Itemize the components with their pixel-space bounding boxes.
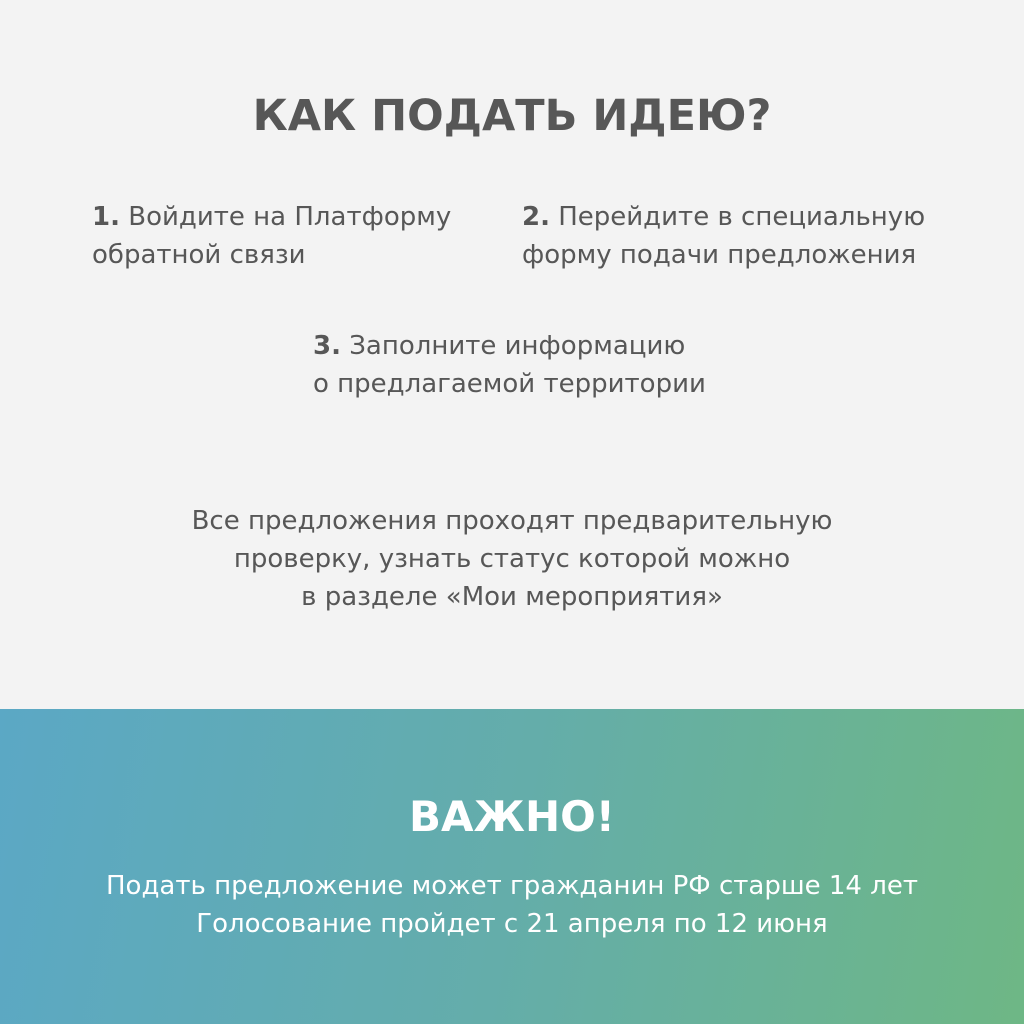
moderation-note — [0, 502, 1024, 616]
step-3 — [313, 327, 706, 403]
important-info — [0, 867, 1024, 943]
step-3-line-1: Заполните информацию — [349, 331, 686, 361]
note-line-1: Все предложения проходят предварительную — [191, 506, 833, 536]
important-heading: ВАЖНО! — [409, 792, 615, 841]
step-1 — [92, 198, 451, 274]
step-1-line-2: обратной связи — [92, 240, 306, 270]
important-line-1: Подать предложение может гражданин РФ старше 14 лет — [106, 871, 918, 901]
step-3-number: 3. — [313, 331, 341, 361]
step-1-line-1: Войдите на Платформу — [128, 202, 452, 232]
important-banner — [0, 709, 1024, 1024]
note-line-3: в разделе «Мои мероприятия» — [301, 582, 723, 612]
important-line-2: Голосование пройдет с 21 апреля по 12 июня — [196, 909, 828, 939]
note-line-2: проверку, узнать статус которой можно — [233, 544, 791, 574]
step-2-line-1: Перейдите в специальную — [558, 202, 926, 232]
page-title: КАК ПОДАТЬ ИДЕЮ? — [252, 91, 772, 141]
step-2-number: 2. — [522, 202, 550, 232]
step-1-number: 1. — [92, 202, 120, 232]
step-2 — [522, 198, 925, 274]
step-2-line-2: форму подачи предложения — [522, 240, 917, 270]
step-3-line-2: о предлагаемой территории — [313, 369, 706, 399]
